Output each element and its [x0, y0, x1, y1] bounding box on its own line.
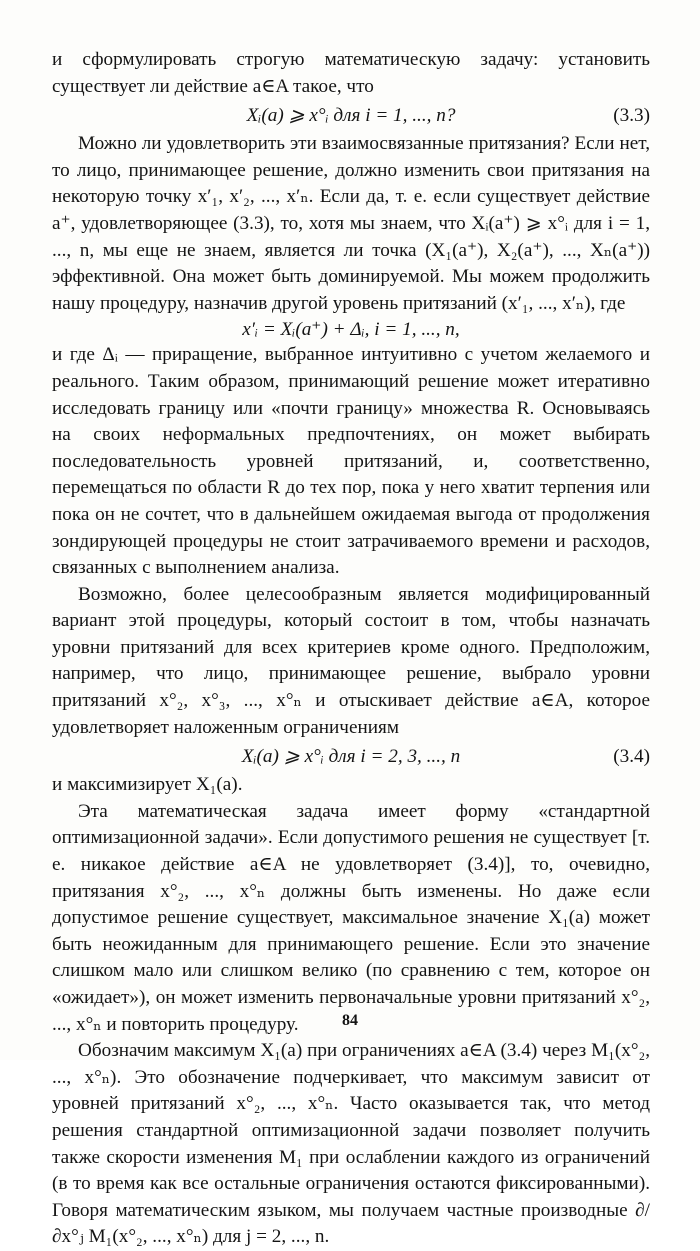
paragraph-6: Эта математическая задача имеет форму «стандартной оптимизационной задачи». Если допустимого решения не существует [т. е. никакое действие a∈A не удовлетворяет (3.4)], то, очевидно, притязания x°₂, ..., x°ₙ должны быть изменены. Но даже если допустимое решение существует, максимальное значение X₁(a) может быть неожиданным для принимающего решение. Если это значение слишком мало или слишком велико (по сравнению с тем, которое он «ожидает»), он может изменить первоначальные уровни притязаний x°₂, ..., x°ₙ и повторить процедуру. [52, 800, 650, 1035]
equation-3-4-number: (3.4) [613, 746, 650, 768]
paragraph-7: Обозначим максимум X₁(a) при ограничениях a∈A (3.4) через M₁(x°₂, ..., x°ₙ). Это обозначение подчеркивает, что максимум зависит от уровней притязаний x°₂, ..., x°ₙ. Часто оказывается так, что метод решения стандартной оптимизационной задачи позволяет получить также скорости изменения M₁ при ослаблении каждого из ограничений (в то время как все остальные ограничения остаются фиксированными). Говоря математическим языком, мы получаем частные производные ∂/∂x°ⱼ M₁(x°₂, ..., x°ₙ) для j = 2, ..., n. [52, 1040, 650, 1248]
equation-3-4 [52, 741, 650, 772]
paragraph-1: и сформулировать строгую математическую задачу: установить существует ли действие a∈A такое, что [52, 49, 650, 97]
paragraph-5: и максимизирует X₁(a). [52, 774, 243, 796]
page-body [52, 47, 650, 1251]
page-number: 84 [342, 1012, 358, 1029]
equation-3-3-number: (3.3) [613, 105, 650, 127]
equation-3-4-formula: Xᵢ(a) ⩾ x°ᵢ для i = 2, 3, ..., n [241, 746, 461, 768]
equation-3-3 [52, 100, 650, 131]
equation-increment [52, 317, 650, 342]
paragraph-4: Возможно, более целесообразным является модифицированный вариант этой процедуры, который состоит в том, чтобы назначать уровни притязаний для всех критериев кроме одного. Предположим, например, что лицо, принимающее решение, выбрало уровни притязаний x°₂, x°₃, ..., x°ₙ и отыскивает действие a∈A, которое удовлетворяет наложенным ограничениям [52, 583, 650, 738]
paragraph-2: Можно ли удовлетворить эти взаимосвязанные притязания? Если нет, то лицо, принимающее решение, должно изменить свои притязания на некоторую точку x′₁, x′₂, ..., x′ₙ. Если да, т. е. если существует действие a⁺, удовлетворяющее (3.3), то, хотя мы знаем, что Xᵢ(a⁺) ⩾ x°ᵢ для i = 1, ..., n, мы еще не знаем, является ли точка (X₁(a⁺), X₂(a⁺), ..., Xₙ(a⁺)) эффективной. Она может быть доминируемой. Мы можем продолжить нашу процедуру, назначив другой уровень притязаний (x′₁, ..., x′ₙ), где [52, 133, 650, 314]
equation-increment-formula: x′ᵢ = Xᵢ(a⁺) + Δᵢ, i = 1, ..., n, [242, 319, 460, 341]
equation-3-3-formula: Xᵢ(a) ⩾ x°ᵢ для i = 1, ..., n? [246, 105, 456, 127]
paragraph-3: и где Δᵢ — приращение, выбранное интуитивно с учетом желаемого и реального. Таким образом, принимающий решение может итеративно исследовать границу или «почти границу» множества R. Основываясь на своих неформальных предпочтениях, он может выбирать последовательность уровней притязаний, и, соответственно, перемещаться по области R до тех пор, пока у него хватит терпения или пока он не сочтет, что в дальнейшем ожидаемая выгода от продолжения зондирующей процедуры не стоит затрачиваемого времени и расходов, связанных с выполнением анализа. [52, 344, 650, 579]
